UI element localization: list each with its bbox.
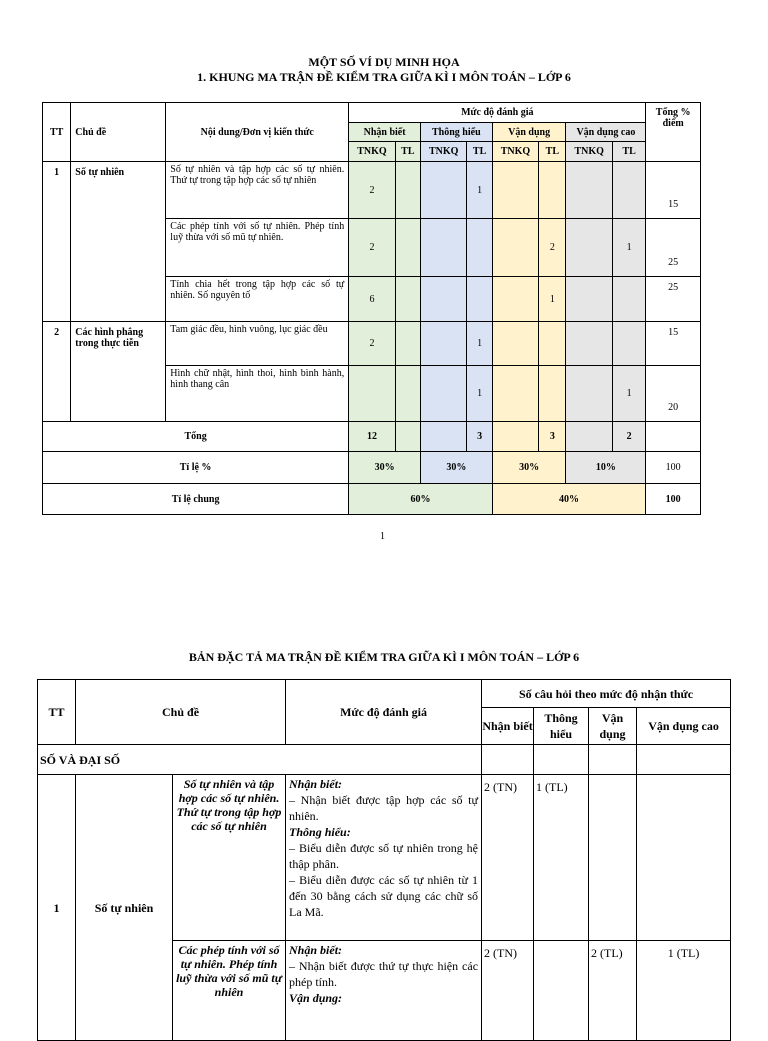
sub-header: TL [395, 142, 420, 162]
group-tt: 2 [43, 322, 71, 422]
spec-table [37, 679, 731, 1041]
ti-le-chung-cell: 40% [492, 484, 646, 515]
cell [420, 366, 466, 422]
count-cell [589, 775, 637, 941]
cell: 2 [349, 162, 395, 219]
p2-level: Nhận biết [482, 708, 534, 745]
header-noi-dung: Nội dung/Đơn vị kiến thức [166, 103, 349, 162]
cell: 2 [349, 322, 395, 366]
cell [395, 322, 420, 366]
cell [539, 162, 566, 219]
tong-cell [420, 422, 466, 452]
cell: 1 [612, 219, 645, 277]
p2-group-tt: 1 [38, 775, 76, 1041]
sub-header: TNKQ [566, 142, 612, 162]
sub-header: TL [467, 142, 492, 162]
empty-cell [534, 745, 589, 775]
spec-line: – Biểu diễn được số tự nhiên trong hệ thập phân. [289, 841, 479, 871]
section-label: SỐ VÀ ĐẠI SỐ [38, 745, 482, 775]
p2-header-chu-de: Chủ đề [76, 680, 286, 745]
p2-level: Vận dụng [589, 708, 637, 745]
page-subtitle: 1. KHUNG MA TRẬN ĐỀ KIỂM TRA GIỮA KÌ I MÔN TOÁN – LỚP 6 [197, 70, 571, 84]
count-cell: 2 (TN) [482, 941, 534, 1041]
tong-cell [566, 422, 612, 452]
tong-cell: 12 [349, 422, 395, 452]
cell: 1 [612, 366, 645, 422]
page-number: 1 [380, 531, 385, 542]
row-content: Số tự nhiên và tập hợp các số tự nhiên. Thứ tự trong tập hợp các số tự nhiên [166, 162, 349, 219]
row-content: Các phép tính với số tự nhiên. Phép tính luỹ thừa với số mũ tự nhiên. [166, 219, 349, 277]
nhan-biet-heading: Nhận biết: [289, 777, 343, 791]
tong-cell [492, 422, 538, 452]
cell [566, 219, 612, 277]
count-cell: 2 (TL) [589, 941, 637, 1041]
spec-line: – Biểu diễn được các số tự nhiên từ 1 đến 30 bằng cách sử dụng các chữ số La Mã. [289, 873, 479, 919]
cell [420, 219, 466, 277]
count-cell [534, 941, 589, 1041]
sub-header: TL [612, 142, 645, 162]
level-van-dung: Vận dụng [492, 123, 566, 142]
p2-header-tt: TT [38, 680, 76, 745]
cell [539, 366, 566, 422]
cell [395, 219, 420, 277]
cell [395, 366, 420, 422]
row-content: Tính chia hết trong tập hợp các số tự nhiên. Số nguyên tố [166, 277, 349, 322]
group-tt: 1 [43, 162, 71, 322]
ti-le-cell: 30% [349, 452, 421, 484]
header-muc-do: Mức độ đánh giá [349, 103, 646, 123]
cell [566, 162, 612, 219]
tong-cell: 3 [539, 422, 566, 452]
cell: 1 [467, 162, 492, 219]
cell [420, 277, 466, 322]
tong-label: Tổng [43, 422, 349, 452]
tong-cell: 3 [467, 422, 492, 452]
cell [349, 366, 395, 422]
group-name: Số tự nhiên [71, 162, 166, 322]
spec-line: – Nhận biết được thứ tự thực hiện các phép tính. [289, 959, 479, 989]
cell: 1 [539, 277, 566, 322]
ti-le-cell: 10% [566, 452, 646, 484]
page-title: MỘT SỐ VÍ DỤ MINH HỌA [308, 55, 460, 69]
cell [566, 366, 612, 422]
cell [539, 322, 566, 366]
thong-hieu-heading: Thông hiểu: [289, 825, 351, 839]
header-tt: TT [43, 103, 71, 162]
row-content: Hình chữ nhật, hình thoi, hình bình hành, hình thang cân [166, 366, 349, 422]
empty-cell [637, 745, 731, 775]
ti-le-chung-label: Tỉ lệ chung [43, 484, 349, 515]
ti-le-cell: 30% [420, 452, 492, 484]
tong-total [646, 422, 701, 452]
cell [492, 162, 538, 219]
empty-cell [589, 745, 637, 775]
ti-le-label: Tỉ lệ % [43, 452, 349, 484]
cell [566, 277, 612, 322]
p2-topic: Số tự nhiên và tập hợp các số tự nhiên. Thứ tự trong tập hợp các số tự nhiên [173, 775, 286, 941]
ti-le-cell: 30% [492, 452, 566, 484]
cell [467, 219, 492, 277]
ti-le-chung-cell: 60% [349, 484, 493, 515]
row-total: 15 [646, 162, 701, 219]
sub-header: TNKQ [420, 142, 466, 162]
row-total: 15 [646, 322, 701, 366]
p2-group-name: Số tự nhiên [76, 775, 173, 1041]
row-total: 25 [646, 219, 701, 277]
ti-le-chung-total: 100 [646, 484, 701, 515]
row-content: Tam giác đều, hình vuông, lục giác đều [166, 322, 349, 366]
matrix-table [42, 102, 701, 515]
sub-header: TNKQ [349, 142, 395, 162]
empty-cell [482, 745, 534, 775]
p2-level: Vận dụng cao [637, 708, 731, 745]
van-dung-heading: Vận dụng: [289, 991, 343, 1005]
spec-line: – Nhận biết được tập hợp các số tự nhiên. [289, 793, 479, 823]
cell [612, 162, 645, 219]
tong-cell [395, 422, 420, 452]
cell [467, 277, 492, 322]
cell: 2 [539, 219, 566, 277]
p2-header-muc-do: Mức độ đánh giá [286, 680, 482, 745]
cell [492, 219, 538, 277]
count-cell [637, 775, 731, 941]
count-cell: 1 (TL) [637, 941, 731, 1041]
cell [395, 162, 420, 219]
cell [395, 277, 420, 322]
tong-cell: 2 [612, 422, 645, 452]
count-cell: 1 (TL) [534, 775, 589, 941]
cell [420, 322, 466, 366]
header-chu-de: Chủ đề [71, 103, 166, 162]
header-tong: Tổng % điểm [646, 103, 701, 162]
cell [492, 322, 538, 366]
page2-title: BẢN ĐẶC TẢ MA TRẬN ĐỀ KIỂM TRA GIỮA KÌ I MÔN TOÁN – LỚP 6 [188, 650, 580, 664]
cell: 6 [349, 277, 395, 322]
sub-header: TL [539, 142, 566, 162]
cell [566, 322, 612, 366]
cell [612, 322, 645, 366]
cell: 1 [467, 322, 492, 366]
p2-header-so-cau: Số câu hỏi theo mức độ nhận thức [482, 680, 731, 708]
sub-header: TNKQ [492, 142, 538, 162]
level-van-dung-cao: Vận dụng cao [566, 123, 646, 142]
level-nhan-biet: Nhận biết [349, 123, 421, 142]
level-thong-hieu: Thông hiểu [420, 123, 492, 142]
row-total: 20 [646, 366, 701, 422]
cell [492, 277, 538, 322]
p2-level: Thông hiểu [534, 708, 589, 745]
nhan-biet-heading: Nhận biết: [289, 943, 343, 957]
ti-le-total: 100 [646, 452, 701, 484]
count-cell: 2 (TN) [482, 775, 534, 941]
group-name: Các hình phẳng trong thực tiễn [71, 322, 166, 422]
cell [612, 277, 645, 322]
cell [420, 162, 466, 219]
p2-topic: Các phép tính với số tự nhiên. Phép tính luỹ thừa với số mũ tự nhiên [173, 941, 286, 1041]
cell [492, 366, 538, 422]
row-total: 25 [646, 277, 701, 322]
cell: 2 [349, 219, 395, 277]
cell: 1 [467, 366, 492, 422]
